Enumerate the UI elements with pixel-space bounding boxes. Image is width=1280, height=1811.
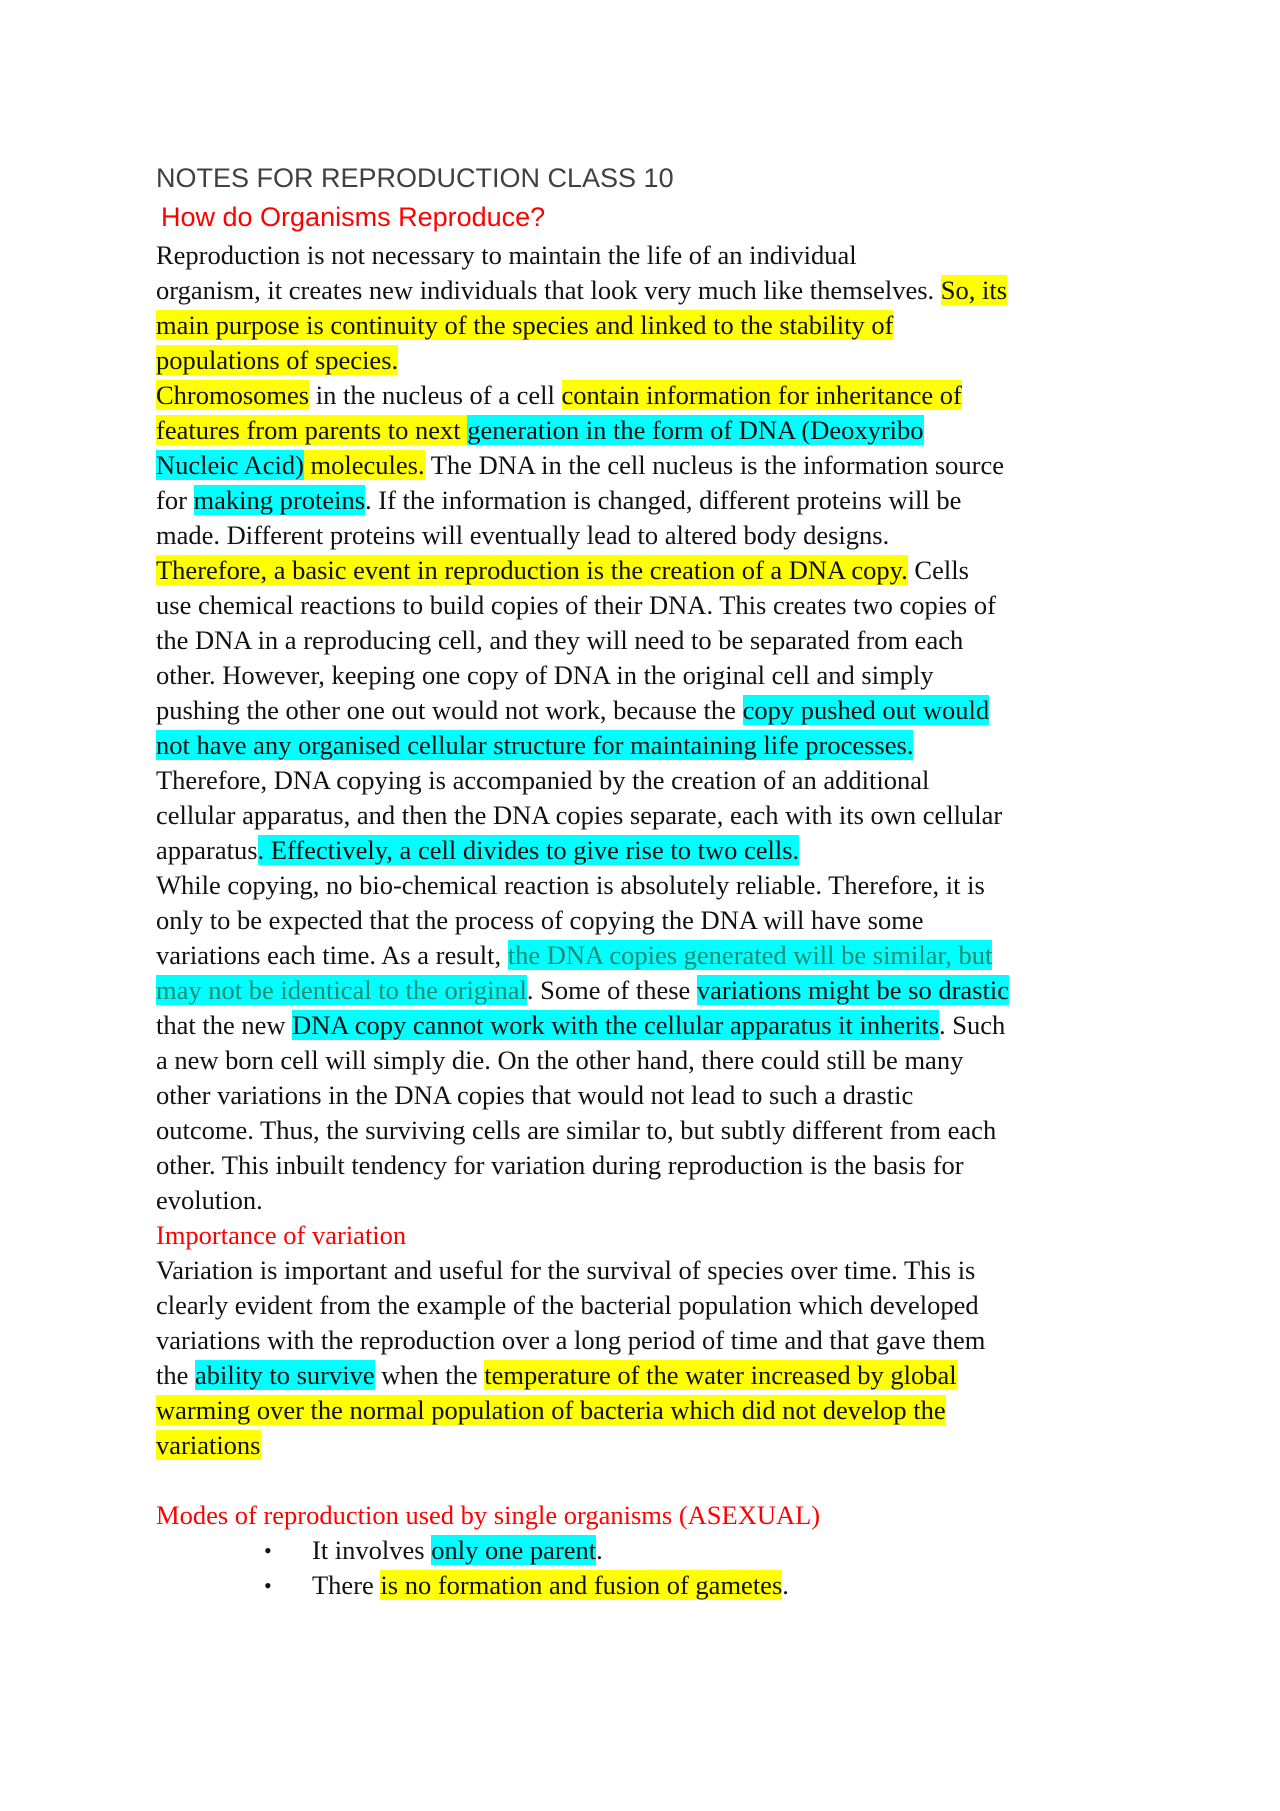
highlighted-text: variations <box>156 1430 261 1460</box>
text-line <box>156 1008 1136 1043</box>
document-page <box>156 160 1136 1603</box>
highlighted-text: molecules. <box>303 450 425 480</box>
text-run: variations with the reproduction over a long period of time and that gave them <box>156 1325 986 1355</box>
text-line <box>156 798 1136 833</box>
text-line <box>156 1428 1136 1463</box>
text-line <box>156 273 1136 308</box>
text-run: Therefore, DNA copying is accompanied by the creation of an additional <box>156 765 930 795</box>
bullet-icon: • <box>264 1573 272 1598</box>
text-line <box>156 518 1136 553</box>
highlighted-text: is no formation and fusion of gametes <box>380 1570 783 1600</box>
text-line <box>156 728 1136 763</box>
text-line <box>156 693 1136 728</box>
text-line <box>156 553 1136 588</box>
intro-paragraph <box>156 238 1136 1218</box>
highlighted-text: ability to survive <box>195 1360 375 1390</box>
importance-paragraph <box>156 1253 1136 1463</box>
list-item <box>156 1568 1136 1603</box>
modes-heading: Modes of reproduction used by single organisms (ASEXUAL) <box>156 1500 821 1530</box>
text-line <box>156 1323 1136 1358</box>
text-line <box>156 1148 1136 1183</box>
text-run: There <box>312 1570 381 1600</box>
highlighted-text: generation in the form of DNA (Deoxyribo <box>467 415 924 445</box>
text-line <box>156 1078 1136 1113</box>
text-run: pushing the other one out would not work, because the <box>156 695 743 725</box>
highlighted-text: DNA copy cannot work with the cellular apparatus it inherits <box>292 1010 940 1040</box>
modes-bullet-list <box>156 1533 1136 1603</box>
text-line <box>156 378 1136 413</box>
highlighted-text: warming over the normal population of bacteria which did not develop the <box>156 1395 946 1425</box>
highlighted-text: copy pushed out would <box>742 695 990 725</box>
text-line <box>156 1358 1136 1393</box>
text-line <box>156 1288 1136 1323</box>
section-question-heading: How do Organisms Reproduce? <box>161 202 546 232</box>
text-line <box>156 448 1136 483</box>
highlighted-text: features from parents to next <box>156 415 468 445</box>
text-run: Cells <box>907 555 969 585</box>
bullet-icon: • <box>264 1538 272 1563</box>
text-run: in the nucleus of a cell <box>309 380 562 410</box>
text-run: apparatus <box>156 835 258 865</box>
text-line <box>156 343 1136 378</box>
text-run: . <box>782 1570 789 1600</box>
text-line <box>156 308 1136 343</box>
text-run: for <box>156 485 194 515</box>
text-line <box>156 623 1136 658</box>
text-line <box>156 483 1136 518</box>
text-line <box>156 658 1136 693</box>
text-run: While copying, no bio-chemical reaction is absolutely reliable. Therefore, it is <box>156 870 985 900</box>
text-line <box>156 1043 1136 1078</box>
text-run: evolution. <box>156 1185 263 1215</box>
text-run: . Some of these <box>526 975 697 1005</box>
text-run: Reproduction is not necessary to maintain the life of an individual <box>156 240 857 270</box>
text-line <box>156 833 1136 868</box>
text-run: other variations in the DNA copies that would not lead to such a drastic <box>156 1080 914 1110</box>
text-run: . If the information is changed, different proteins will be <box>365 485 962 515</box>
text-line <box>156 903 1136 938</box>
highlighted-text: the DNA copies generated will be similar, but <box>507 940 993 970</box>
text-run: that the new <box>156 1010 293 1040</box>
text-run: . <box>596 1535 603 1565</box>
text-run: . Such <box>939 1010 1006 1040</box>
text-run: made. Different proteins will eventually lead to altered body designs. <box>156 520 890 550</box>
text-line <box>156 413 1136 448</box>
text-run: outcome. Thus, the surviving cells are similar to, but subtly different from each <box>156 1115 997 1145</box>
text-run: The DNA in the cell nucleus is the information source <box>424 450 1005 480</box>
highlighted-text: . Effectively, a cell divides to give rise to two cells. <box>257 835 800 865</box>
importance-heading: Importance of variation <box>156 1220 407 1250</box>
text-run: the <box>156 1360 195 1390</box>
document-title: NOTES FOR REPRODUCTION CLASS 10 <box>156 163 674 193</box>
highlighted-text: Nucleic Acid) <box>156 450 304 480</box>
text-run: Variation is important and useful for the survival of species over time. This is <box>156 1255 976 1285</box>
text-run: It involves <box>312 1535 432 1565</box>
text-line <box>156 588 1136 623</box>
highlighted-text: populations of species. <box>156 345 399 375</box>
text-line <box>156 938 1136 973</box>
text-line <box>156 1253 1136 1288</box>
highlighted-text: temperature of the water increased by global <box>484 1360 957 1390</box>
text-run: other. However, keeping one copy of DNA in the original cell and simply <box>156 660 934 690</box>
text-line <box>156 1393 1136 1428</box>
text-run: variations each time. As a result, <box>156 940 508 970</box>
text-line <box>156 763 1136 798</box>
text-run: only to be expected that the process of copying the DNA will have some <box>156 905 924 935</box>
list-item <box>156 1533 1136 1568</box>
text-run: other. This inbuilt tendency for variation during reproduction is the basis for <box>156 1150 964 1180</box>
highlighted-text: main purpose is continuity of the species and linked to the stability of <box>156 310 894 340</box>
highlighted-text: may not be identical to the original <box>156 975 527 1005</box>
text-run: organism, it creates new individuals that look very much like themselves. <box>156 275 941 305</box>
spacer <box>156 1463 1136 1498</box>
highlighted-text: So, its <box>940 275 1008 305</box>
text-run: a new born cell will simply die. On the other hand, there could still be many <box>156 1045 964 1075</box>
highlighted-text: variations might be so drastic <box>696 975 1009 1005</box>
text-run: cellular apparatus, and then the DNA copies separate, each with its own cellular <box>156 800 1003 830</box>
highlighted-text: contain information for inheritance of <box>561 380 962 410</box>
text-line <box>156 238 1136 273</box>
text-line <box>156 1183 1136 1218</box>
text-run: when the <box>374 1360 485 1390</box>
text-run: clearly evident from the example of the bacterial population which developed <box>156 1290 979 1320</box>
text-run: use chemical reactions to build copies of their DNA. This creates two copies of <box>156 590 996 620</box>
highlighted-text: Chromosomes <box>156 380 310 410</box>
text-line <box>156 1113 1136 1148</box>
highlighted-text: making proteins <box>193 485 366 515</box>
text-line <box>156 973 1136 1008</box>
highlighted-text: only one parent <box>431 1535 597 1565</box>
highlighted-text: Therefore, a basic event in reproduction is the creation of a DNA copy. <box>156 555 908 585</box>
text-line <box>156 868 1136 903</box>
highlighted-text: not have any organised cellular structure for maintaining life processes. <box>156 730 914 760</box>
text-run: the DNA in a reproducing cell, and they will need to be separated from each <box>156 625 964 655</box>
